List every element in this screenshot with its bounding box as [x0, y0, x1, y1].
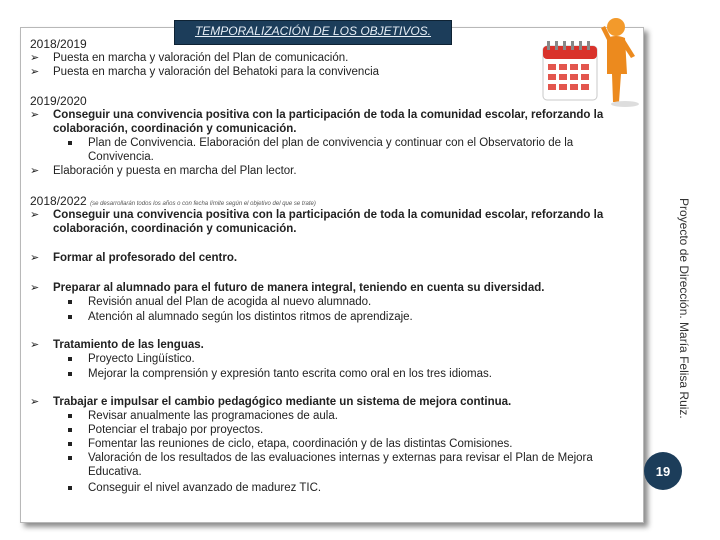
- square-bullet-icon: [68, 486, 72, 490]
- square-bullet-icon: [68, 428, 72, 432]
- list-item: Puesta en marcha y valoración del Behatoki para la convivencia: [53, 66, 380, 78]
- list-item: Puesta en marcha y valoración del Plan de comunicación.: [53, 52, 349, 64]
- sub-item-continued: Educativa.: [88, 466, 142, 478]
- arrow-bullet-icon: ➢: [30, 282, 40, 294]
- arrow-bullet-icon: ➢: [30, 165, 40, 177]
- sub-item: Fomentar las reuniones de ciclo, etapa, coordinación y de las distintas Comisiones.: [88, 438, 513, 450]
- list-item: Elaboración y puesta en marcha del Plan lector.: [53, 165, 297, 177]
- square-bullet-icon: [68, 372, 72, 376]
- arrow-bullet-icon: ➢: [30, 252, 40, 264]
- list-item: Conseguir una convivencia positiva con la participación de toda la comunidad escolar, reforzando la: [53, 109, 604, 121]
- sub-item: Potenciar el trabajo por proyectos.: [88, 424, 264, 436]
- list-item-continued: colaboración, coordinación y comunicación.: [53, 123, 297, 135]
- goal-item-continued: colaboración, coordinación y comunicación.: [53, 223, 297, 235]
- arrow-bullet-icon: ➢: [30, 66, 40, 78]
- sub-item: Revisar anualmente las programaciones de aula.: [88, 410, 338, 422]
- square-bullet-icon: [68, 414, 72, 418]
- square-bullet-icon: [68, 141, 72, 145]
- arrow-bullet-icon: ➢: [30, 209, 40, 221]
- goal-item: Tratamiento de las lenguas.: [53, 339, 204, 351]
- page-title: TEMPORALIZACIÓN DE LOS OBJETIVOS.: [194, 24, 432, 38]
- year-note: (se desarrollarán todos los años o con fecha límite según el objetivo del que se trate): [90, 201, 316, 207]
- arrow-bullet-icon: ➢: [30, 396, 40, 408]
- square-bullet-icon: [68, 456, 72, 460]
- sub-item: Revisión anual del Plan de acogida al nuevo alumnado.: [88, 296, 372, 308]
- arrow-bullet-icon: ➢: [30, 109, 40, 121]
- page-number-badge: 19: [644, 452, 682, 490]
- square-bullet-icon: [68, 357, 72, 361]
- goal-item: Conseguir una convivencia positiva con la participación de toda la comunidad escolar, reforzando la: [53, 209, 604, 221]
- sub-item: Valoración de los resultados de las evaluaciones internas y externas para revisar el Plan de Mejora: [88, 452, 593, 464]
- title-banner: [174, 20, 452, 45]
- square-bullet-icon: [68, 442, 72, 446]
- arrow-bullet-icon: ➢: [30, 52, 40, 64]
- square-bullet-icon: [68, 300, 72, 304]
- year-label: 2018/2022: [30, 194, 87, 208]
- sub-item-continued: Convivencia.: [88, 151, 154, 163]
- year-heading-2018-2019: 2018/2019: [30, 37, 87, 51]
- year-heading-2019-2020: 2019/2020: [30, 94, 87, 108]
- square-bullet-icon: [68, 315, 72, 319]
- sub-item: Atención al alumnado según los distintos ritmos de aprendizaje.: [88, 311, 413, 323]
- calendar-person-illustration: [537, 12, 647, 108]
- calendar-icon: [543, 41, 597, 100]
- arrow-bullet-icon: ➢: [30, 339, 40, 351]
- goal-item: Formar al profesorado del centro.: [53, 252, 238, 264]
- goal-item: Preparar al alumnado para el futuro de manera integral, teniendo en cuenta su diversidad.: [53, 282, 545, 294]
- sub-item: Proyecto Lingüístico.: [88, 353, 195, 365]
- sub-item: Plan de Convivencia. Elaboración del plan de convivencia y continuar con el Observatorio de la: [88, 137, 574, 149]
- sub-item: Mejorar la comprensión y expresión tanto escrita como oral en los tres idiomas.: [88, 368, 492, 380]
- side-author-label: Proyecto de Dirección. María Felisa Ruiz.: [677, 198, 691, 419]
- thinking-person-icon: [601, 18, 639, 107]
- sub-item: Conseguir el nivel avanzado de madurez TIC.: [88, 482, 322, 494]
- goal-item: Trabajar e impulsar el cambio pedagógico mediante un sistema de mejora continua.: [53, 396, 512, 408]
